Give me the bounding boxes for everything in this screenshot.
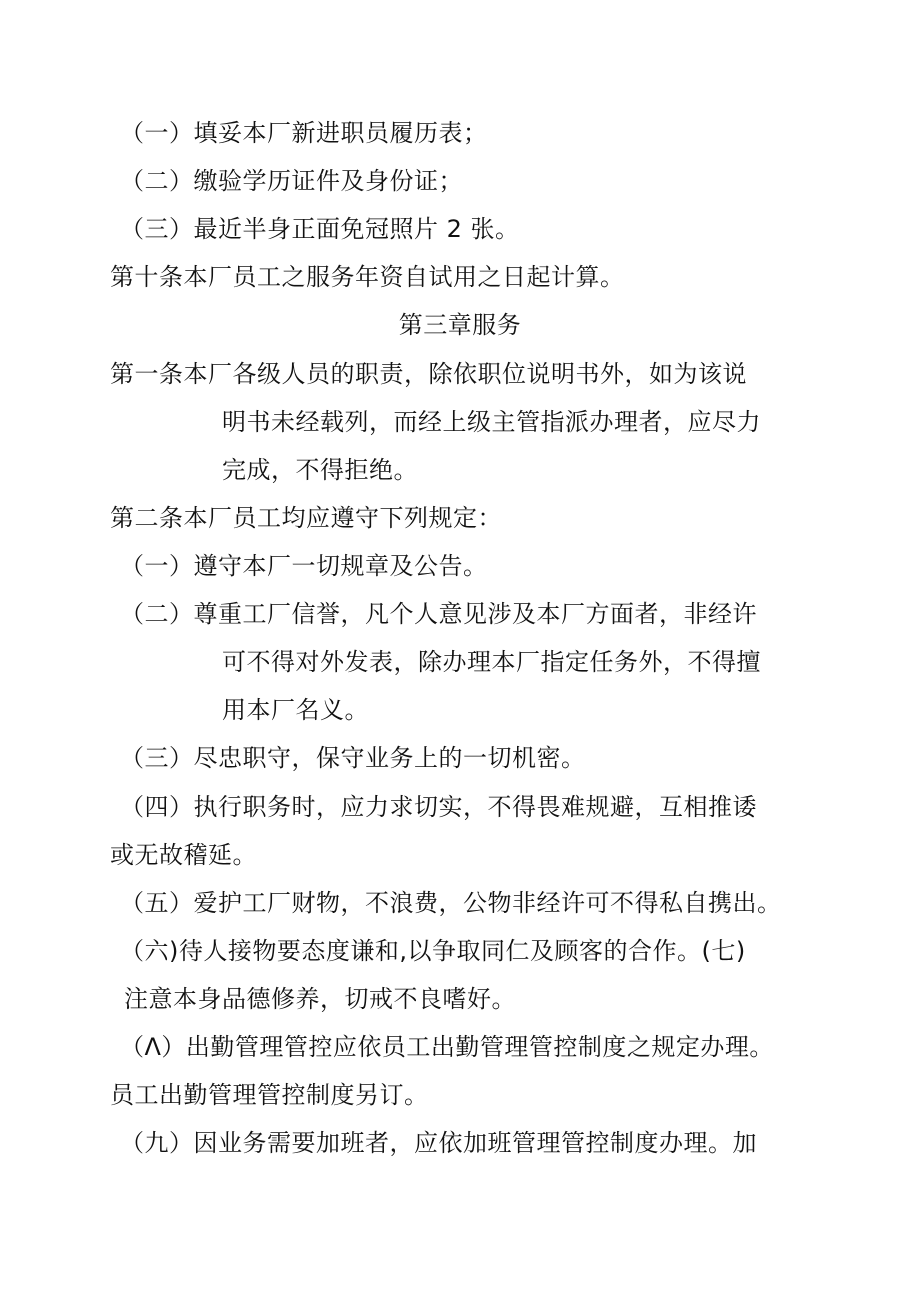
article-1-line-3: 完成，不得拒绝。 [222, 456, 418, 484]
rule-2-line-1: （二）尊重工厂信誉，凡个人意见涉及本厂方面者，非经许 [120, 600, 757, 628]
rule-9-line-1: （九）因业务需要加班者，应依加班管理管控制度办理。加 [120, 1129, 757, 1157]
article-1-line-2: 明书未经载列，而经上级主管指派办理者，应尽力 [222, 408, 761, 436]
rule-2-line-2: 可不得对外发表，除办理本厂指定任务外，不得擅 [222, 648, 761, 676]
item-1-application-form: （一）填妥本厂新进职员履历表； [120, 119, 488, 147]
rule-6-7-line-1: （六)待人接物要态度谦和,以争取同仁及顾客的合作。(七) [120, 937, 746, 965]
chapter-3-heading: 第三章服务 [398, 311, 522, 339]
rule-2-line-3: 用本厂名义。 [222, 696, 369, 724]
rule-7-line-2: 注意本身品德修养，切戒不良嗜好。 [124, 985, 516, 1013]
rule-8-line-1: （Λ）出勤管理管控应依员工出勤管理管控制度之规定办理。 [120, 1033, 774, 1061]
rule-4-line-1: （四）执行职务时，应力求切实，不得畏难规避，互相推诿 [120, 793, 757, 821]
rule-5: （五）爱护工厂财物，不浪费，公物非经许可不得私自携出。 [120, 889, 782, 917]
article-10: 第十条本厂员工之服务年资自试用之日起计算。 [110, 263, 625, 291]
item-2-certificates: （二）缴验学历证件及身份证； [120, 167, 463, 195]
item-3-photos: （三）最近半身正面免冠照片 2 张。 [120, 215, 520, 243]
rule-3: （三）尽忠职守，保守业务上的一切机密。 [120, 744, 586, 772]
article-2: 第二条本厂员工均应遵守下列规定： [110, 504, 502, 532]
rule-4-line-2: 或无故稽延。 [110, 841, 257, 869]
article-1-line-1: 第一条本厂各级人员的职责，除依职位说明书外，如为该说 [110, 360, 747, 388]
rule-1: （一）遵守本厂一切规章及公告。 [120, 552, 488, 580]
rule-8-line-2: 员工出勤管理管控制度另订。 [110, 1081, 429, 1109]
